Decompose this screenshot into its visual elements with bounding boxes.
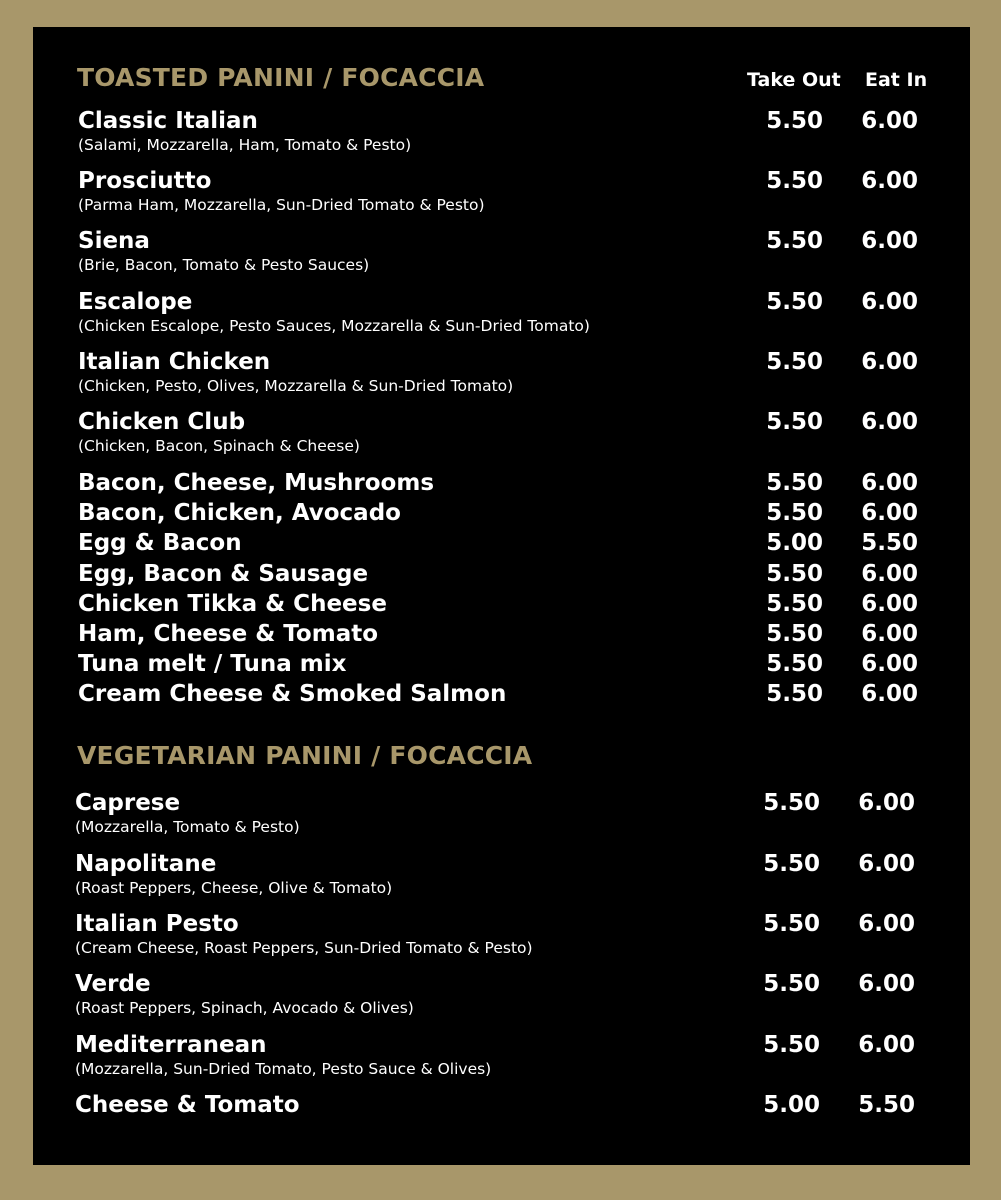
column-header-take-out: Take Out: [747, 69, 841, 91]
menu-item: [78, 107, 958, 154]
eat-in-price: 6.00: [858, 911, 915, 937]
menu-item-name: Chicken Tikka & Cheese: [78, 591, 387, 617]
section-title-toasted: TOASTED PANINI / FOCACCIA: [77, 63, 485, 92]
menu-item-name: Bacon, Cheese, Mushrooms: [78, 470, 435, 496]
menu-item: [75, 1091, 955, 1121]
take-out-price: 5.50: [766, 500, 823, 526]
eat-in-price: 6.00: [861, 349, 918, 375]
menu-item: [75, 970, 955, 1017]
take-out-price: 5.00: [763, 1092, 820, 1118]
section-title-vegetarian: VEGETARIAN PANINI / FOCACCIA: [77, 741, 533, 770]
menu-item: [78, 590, 958, 620]
menu-item: [78, 620, 958, 650]
eat-in-price: 6.00: [861, 409, 918, 435]
menu-item-name: Napolitane: [75, 851, 217, 877]
menu-item-description: (Mozzarella, Sun-Dried Tomato, Pesto Sauce & Olives): [75, 1060, 492, 1078]
menu-item-description: (Brie, Bacon, Tomato & Pesto Sauces): [78, 256, 370, 274]
eat-in-price: 6.00: [861, 289, 918, 315]
menu-item-description: (Chicken, Pesto, Olives, Mozzarella & Sun-Dried Tomato): [78, 377, 514, 395]
take-out-price: 5.50: [763, 851, 820, 877]
menu-item-description: (Roast Peppers, Spinach, Avocado & Olives): [75, 999, 414, 1017]
take-out-price: 5.00: [766, 530, 823, 556]
take-out-price: 5.50: [766, 561, 823, 587]
take-out-price: 5.50: [766, 349, 823, 375]
menu-item-name: Cheese & Tomato: [75, 1092, 300, 1118]
menu-item-description: (Cream Cheese, Roast Peppers, Sun-Dried Tomato & Pesto): [75, 939, 533, 957]
eat-in-price: 6.00: [861, 108, 918, 134]
take-out-price: 5.50: [763, 911, 820, 937]
menu-item-name: Egg & Bacon: [78, 530, 242, 556]
menu-item-name: Italian Chicken: [78, 349, 271, 375]
menu-item-name: Prosciutto: [78, 168, 212, 194]
menu-item-name: Verde: [75, 971, 151, 997]
column-header-eat-in: Eat In: [865, 69, 928, 91]
menu-item-name: Caprese: [75, 790, 181, 816]
eat-in-price: 6.00: [861, 168, 918, 194]
menu-item: [78, 167, 958, 214]
eat-in-price: 6.00: [858, 1032, 915, 1058]
menu-item: [78, 650, 958, 680]
take-out-price: 5.50: [763, 1032, 820, 1058]
eat-in-price: 6.00: [861, 561, 918, 587]
take-out-price: 5.50: [766, 409, 823, 435]
take-out-price: 5.50: [766, 681, 823, 707]
take-out-price: 5.50: [766, 108, 823, 134]
menu-item: [75, 910, 955, 957]
menu-item: [78, 680, 958, 710]
take-out-price: 5.50: [766, 651, 823, 677]
take-out-price: 5.50: [766, 621, 823, 647]
eat-in-price: 6.00: [861, 500, 918, 526]
menu-item: [75, 789, 955, 836]
menu-item: [75, 850, 955, 897]
eat-in-price: 5.50: [858, 1092, 915, 1118]
take-out-price: 5.50: [763, 790, 820, 816]
menu-item: [75, 1031, 955, 1078]
eat-in-price: 6.00: [861, 470, 918, 496]
menu-item-name: Classic Italian: [78, 108, 258, 134]
eat-in-price: 5.50: [861, 530, 918, 556]
menu-item: [78, 288, 958, 335]
take-out-price: 5.50: [766, 168, 823, 194]
menu-item: [78, 529, 958, 559]
menu-board: [33, 27, 970, 1165]
eat-in-price: 6.00: [861, 681, 918, 707]
menu-item-description: (Chicken Escalope, Pesto Sauces, Mozzarella & Sun-Dried Tomato): [78, 317, 590, 335]
menu-item: [78, 348, 958, 395]
menu-item: [78, 560, 958, 590]
menu-item-description: (Roast Peppers, Cheese, Olive & Tomato): [75, 879, 393, 897]
menu-item-name: Italian Pesto: [75, 911, 239, 937]
menu-item: [78, 408, 958, 455]
menu-item-description: (Chicken, Bacon, Spinach & Cheese): [78, 437, 360, 455]
eat-in-price: 6.00: [858, 971, 915, 997]
menu-item-name: Bacon, Chicken, Avocado: [78, 500, 401, 526]
menu-item-description: (Mozzarella, Tomato & Pesto): [75, 818, 300, 836]
take-out-price: 5.50: [766, 470, 823, 496]
take-out-price: 5.50: [766, 228, 823, 254]
menu-item-description: (Parma Ham, Mozzarella, Sun-Dried Tomato & Pesto): [78, 196, 485, 214]
menu-item: [78, 469, 958, 499]
menu-item-name: Mediterranean: [75, 1032, 267, 1058]
eat-in-price: 6.00: [861, 228, 918, 254]
take-out-price: 5.50: [766, 591, 823, 617]
eat-in-price: 6.00: [861, 591, 918, 617]
menu-item-name: Egg, Bacon & Sausage: [78, 561, 369, 587]
menu-item-name: Siena: [78, 228, 150, 254]
menu-item-description: (Salami, Mozzarella, Ham, Tomato & Pesto): [78, 136, 412, 154]
take-out-price: 5.50: [763, 971, 820, 997]
menu-item-name: Escalope: [78, 289, 193, 315]
menu-item: [78, 499, 958, 529]
menu-item-name: Cream Cheese & Smoked Salmon: [78, 681, 507, 707]
eat-in-price: 6.00: [861, 651, 918, 677]
menu-item: [78, 227, 958, 274]
eat-in-price: 6.00: [858, 790, 915, 816]
menu-item-name: Tuna melt / Tuna mix: [78, 651, 347, 677]
menu-item-name: Chicken Club: [78, 409, 246, 435]
eat-in-price: 6.00: [858, 851, 915, 877]
take-out-price: 5.50: [766, 289, 823, 315]
menu-item-name: Ham, Cheese & Tomato: [78, 621, 379, 647]
eat-in-price: 6.00: [861, 621, 918, 647]
